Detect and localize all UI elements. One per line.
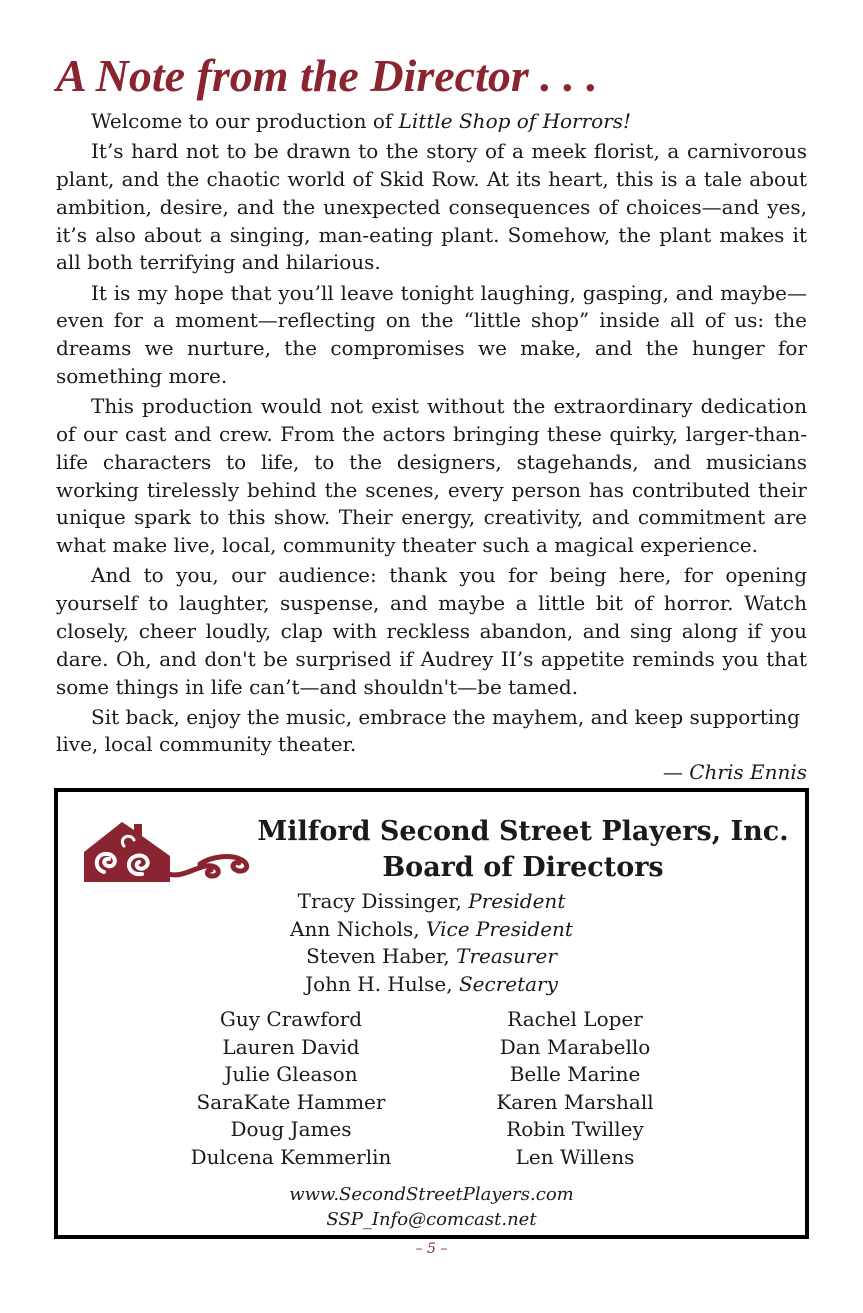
note-paragraph: It is my hope that you’ll leave tonight laughing, gasping, and maybe—even for a moment—reflecting on the “little shop” inside all of us: the dreams we nurture, the compromises we make, and the hunger for something more. bbox=[56, 280, 807, 388]
board-title: Board of Directors bbox=[382, 852, 664, 883]
officers-list bbox=[58, 888, 805, 998]
officer-line: Steven Haber, Treasurer bbox=[306, 944, 557, 968]
member-name: Dan Marabello bbox=[499, 1034, 651, 1059]
intro-text: Welcome to our production of bbox=[91, 109, 399, 133]
member-name: Lauren David bbox=[222, 1034, 360, 1059]
officer-line: John H. Hulse, Secretary bbox=[305, 971, 558, 996]
member-name: Robin Twilley bbox=[506, 1117, 644, 1141]
member-name: Julie Gleason bbox=[224, 1062, 358, 1086]
organization-name: Milford Second Street Players, Inc. bbox=[257, 816, 789, 847]
member-name: SaraKate Hammer bbox=[196, 1089, 386, 1114]
note-paragraph: Sit back, enjoy the music, embrace the mayhem, and keep supporting live, local community theater. bbox=[56, 704, 800, 757]
officer-line: Tracy Dissinger, President bbox=[297, 889, 566, 913]
member-name: Guy Crawford bbox=[219, 1007, 363, 1031]
intro-paragraph bbox=[56, 108, 807, 136]
member-name: Rachel Loper bbox=[507, 1007, 643, 1031]
member-name: Belle Marine bbox=[509, 1062, 641, 1086]
director-signature: — Chris Ennis bbox=[662, 760, 807, 784]
website-link[interactable]: www.SecondStreetPlayers.com bbox=[289, 1184, 574, 1205]
member-name: Doug James bbox=[230, 1117, 352, 1141]
member-name: Dulcena Kemmerlin bbox=[190, 1144, 392, 1169]
members-left-column bbox=[166, 1006, 416, 1171]
note-paragraph: This production would not exist without the extraordinary dedication of our cast and crew. From the actors bringing these quirky, larger-than-life characters to life, to the designers, stagehands, and musicians working tirelessly behind the scenes, every person has contributed their unique spark to this show. Their energy, creativity, and commitment are what make live, local, community theater such a magical experience. bbox=[56, 394, 807, 558]
member-name: Len Willens bbox=[515, 1144, 635, 1169]
board-of-directors-box bbox=[54, 788, 809, 1239]
page-title: A Note from the Director . . . bbox=[56, 50, 598, 101]
director-note bbox=[56, 108, 807, 762]
show-title: Little Shop of Horrors! bbox=[398, 109, 632, 133]
officer-line: Ann Nichols, Vice President bbox=[290, 916, 573, 941]
member-name: Karen Marshall bbox=[496, 1089, 654, 1114]
board-heading bbox=[248, 814, 798, 886]
note-paragraph: And to you, our audience: thank you for being here, for opening yourself to laughter, suspense, and maybe a little bit of horror. Watch closely, cheer loudly, clap with reckless abandon, and sing along if you dare. Oh, and don't be surprised if Audrey II’s appetite reminds you that some things in life can’t—and shouldn't—be tamed. bbox=[56, 563, 807, 699]
note-paragraph: It’s hard not to be drawn to the story of a meek florist, a carnivorous plant, and the chaotic world of Skid Row. At its heart, this is a tale about ambition, desire, and the unexpected consequences of choices—and yes, it’s also about a singing, man-eating plant. Somehow, the plant makes it all both terrifying and hilarious. bbox=[56, 139, 807, 275]
ssp-logo-icon bbox=[82, 816, 258, 886]
contact-info bbox=[58, 1182, 805, 1232]
page-number: – 5 – bbox=[415, 1241, 448, 1257]
members-right-column bbox=[450, 1006, 700, 1171]
email-link[interactable]: SSP_Info@comcast.net bbox=[326, 1209, 537, 1230]
